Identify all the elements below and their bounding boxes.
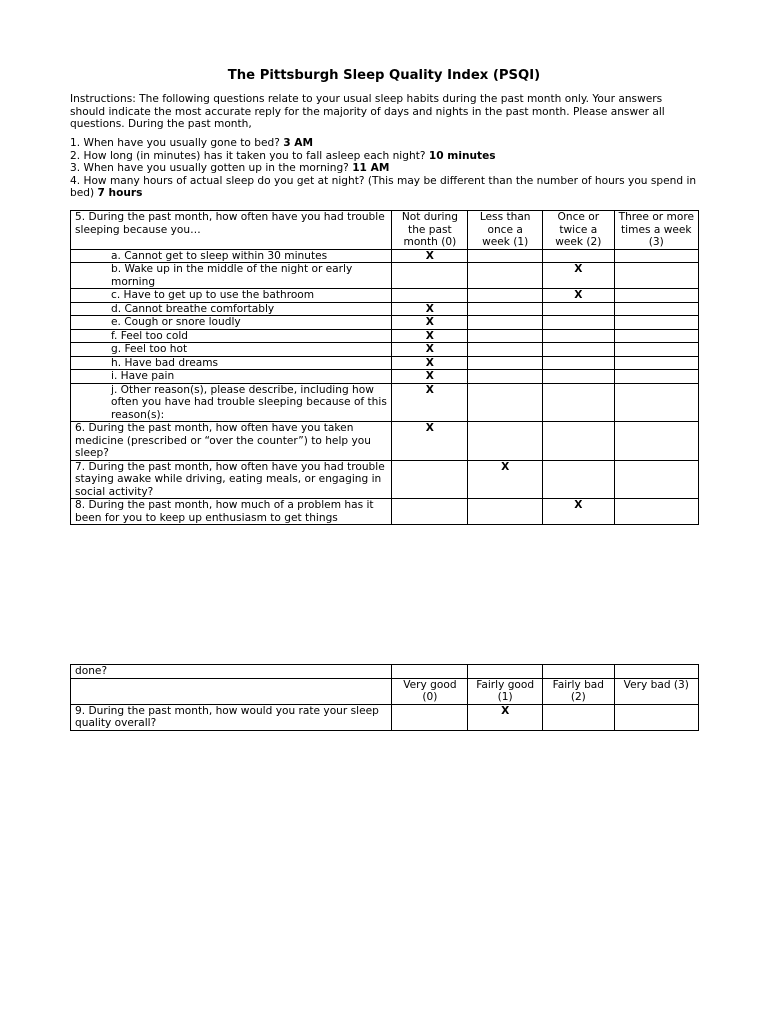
answer-cell[interactable] [392, 263, 468, 289]
answer-cell[interactable]: X [392, 343, 468, 357]
answer-cell[interactable] [468, 499, 543, 525]
answer-cell[interactable] [543, 343, 615, 357]
answer-cell[interactable]: X [392, 356, 468, 370]
column-header: Very good (0) [392, 678, 468, 704]
answer-cell[interactable] [468, 329, 543, 343]
table-row [71, 302, 699, 316]
question-1 [70, 137, 698, 150]
answer-cell[interactable] [614, 383, 698, 422]
page-title: The Pittsburgh Sleep Quality Index (PSQI) [227, 68, 541, 83]
empty-cell [614, 665, 698, 679]
answer-cell[interactable] [468, 422, 543, 461]
answer-cell[interactable] [614, 422, 698, 461]
question-6-label: 6. During the past month, how often have you taken medicine (prescribed or “over the counter”) to help you sleep? [71, 422, 392, 461]
question-answer: 7 hours [97, 187, 143, 199]
table-row [71, 249, 699, 263]
answer-cell[interactable] [614, 249, 698, 263]
instructions: Instructions: The following questions relate to your usual sleep habits during the past month only. Your answers should indicate the most accurate reply for the majority of days and nights in the past month. Please answer all questions. During the past month, [70, 93, 665, 130]
answer-cell[interactable] [392, 460, 468, 499]
column-header: Very bad (3) [614, 678, 698, 704]
answer-cell[interactable] [468, 302, 543, 316]
answer-cell[interactable] [614, 343, 698, 357]
item-label: i. Have pain [71, 370, 392, 384]
answer-cell[interactable]: X [392, 302, 468, 316]
answer-cell[interactable]: X [392, 383, 468, 422]
question-answer: 10 minutes [428, 149, 496, 162]
answer-cell[interactable] [543, 302, 615, 316]
answer-cell[interactable] [614, 499, 698, 525]
answer-cell[interactable] [468, 289, 543, 303]
question-2 [70, 150, 698, 163]
column-header: Fairly good (1) [468, 678, 543, 704]
question-5-header: 5. During the past month, how often have you had trouble sleeping because you… [71, 211, 392, 250]
item-label: d. Cannot breathe comfortably [71, 302, 392, 316]
question-8-label: 8. During the past month, how much of a problem has it been for you to keep up enthusiasm to get things [71, 499, 392, 525]
answer-cell[interactable]: X [468, 704, 543, 730]
answer-cell[interactable] [614, 329, 698, 343]
table-header-row [71, 678, 699, 704]
question-list [70, 137, 698, 200]
answer-cell[interactable] [614, 370, 698, 384]
answer-cell[interactable]: X [468, 460, 543, 499]
question-7-label: 7. During the past month, how often have you had trouble staying awake while driving, eating meals, or engaging in social activity? [71, 460, 392, 499]
answer-cell[interactable]: X [543, 499, 615, 525]
answer-cell[interactable] [614, 302, 698, 316]
answer-cell[interactable]: X [392, 249, 468, 263]
empty-cell [71, 678, 392, 704]
column-header: Fairly bad (2) [543, 678, 615, 704]
table-row [71, 329, 699, 343]
answer-cell[interactable] [543, 422, 615, 461]
table-row [71, 665, 699, 679]
item-label: b. Wake up in the middle of the night or early morning [71, 263, 392, 289]
question-text: 4. How many hours of actual sleep do you get at night? (This may be different than the number of hours you spend in bed) [70, 174, 697, 199]
answer-cell[interactable] [543, 249, 615, 263]
answer-cell[interactable] [392, 704, 468, 730]
table-row [71, 370, 699, 384]
answer-cell[interactable]: X [392, 316, 468, 330]
empty-cell [392, 665, 468, 679]
item-label: a. Cannot get to sleep within 30 minutes [71, 249, 392, 263]
table-row [71, 383, 699, 422]
answer-cell[interactable] [468, 383, 543, 422]
column-header: Once or twice a week (2) [543, 211, 615, 250]
answer-cell[interactable] [614, 263, 698, 289]
question-8-continued: done? [71, 665, 392, 679]
question-3 [70, 162, 698, 175]
table-row [71, 289, 699, 303]
table-row [71, 356, 699, 370]
question-answer: 11 AM [352, 162, 390, 174]
answer-cell[interactable] [468, 370, 543, 384]
frequency-table [70, 210, 699, 525]
answer-cell[interactable] [543, 370, 615, 384]
answer-cell[interactable] [614, 316, 698, 330]
answer-cell[interactable] [543, 329, 615, 343]
answer-cell[interactable] [392, 499, 468, 525]
table-row [71, 460, 699, 499]
item-label: g. Feel too hot [71, 343, 392, 357]
rating-table [70, 664, 699, 731]
answer-cell[interactable]: X [392, 329, 468, 343]
answer-cell[interactable] [614, 704, 698, 730]
table-header-row [71, 211, 699, 250]
table-row [71, 263, 699, 289]
answer-cell[interactable] [543, 316, 615, 330]
empty-cell [468, 665, 543, 679]
answer-cell[interactable] [392, 289, 468, 303]
item-label: j. Other reason(s), please describe, including how often you have had trouble sleeping because of this reason(s): [71, 383, 392, 422]
table-row [71, 704, 699, 730]
column-header: Less than once a week (1) [468, 211, 543, 250]
question-text: 2. How long (in minutes) has it taken you to fall asleep each night? [70, 149, 429, 162]
column-header: Not during the past month (0) [392, 211, 468, 250]
table-row [71, 499, 699, 525]
answer-cell[interactable] [543, 356, 615, 370]
answer-cell[interactable] [543, 460, 615, 499]
item-label: c. Have to get up to use the bathroom [71, 289, 392, 303]
table-row [71, 422, 699, 461]
question-text: 3. When have you usually gotten up in the morning? [70, 162, 353, 174]
answer-cell[interactable] [468, 343, 543, 357]
question-4 [70, 175, 698, 200]
answer-cell[interactable] [468, 316, 543, 330]
item-label: e. Cough or snore loudly [71, 316, 392, 330]
answer-cell[interactable] [543, 704, 615, 730]
answer-cell[interactable] [614, 460, 698, 499]
answer-cell[interactable]: X [392, 422, 468, 461]
answer-cell[interactable]: X [392, 370, 468, 384]
question-9-label: 9. During the past month, how would you rate your sleep quality overall? [71, 704, 392, 730]
question-answer: 3 AM [283, 137, 313, 149]
table-row [71, 316, 699, 330]
answer-cell[interactable] [614, 289, 698, 303]
answer-cell[interactable] [468, 356, 543, 370]
column-header: Three or more times a week (3) [614, 211, 698, 250]
empty-cell [543, 665, 615, 679]
question-text: 1. When have you usually gone to bed? [70, 137, 284, 149]
answer-cell[interactable] [468, 263, 543, 289]
item-label: f. Feel too cold [71, 329, 392, 343]
item-label: h. Have bad dreams [71, 356, 392, 370]
answer-cell[interactable] [468, 249, 543, 263]
answer-cell[interactable]: X [543, 289, 615, 303]
answer-cell[interactable]: X [543, 263, 615, 289]
answer-cell[interactable] [614, 356, 698, 370]
table-row [71, 343, 699, 357]
answer-cell[interactable] [543, 383, 615, 422]
